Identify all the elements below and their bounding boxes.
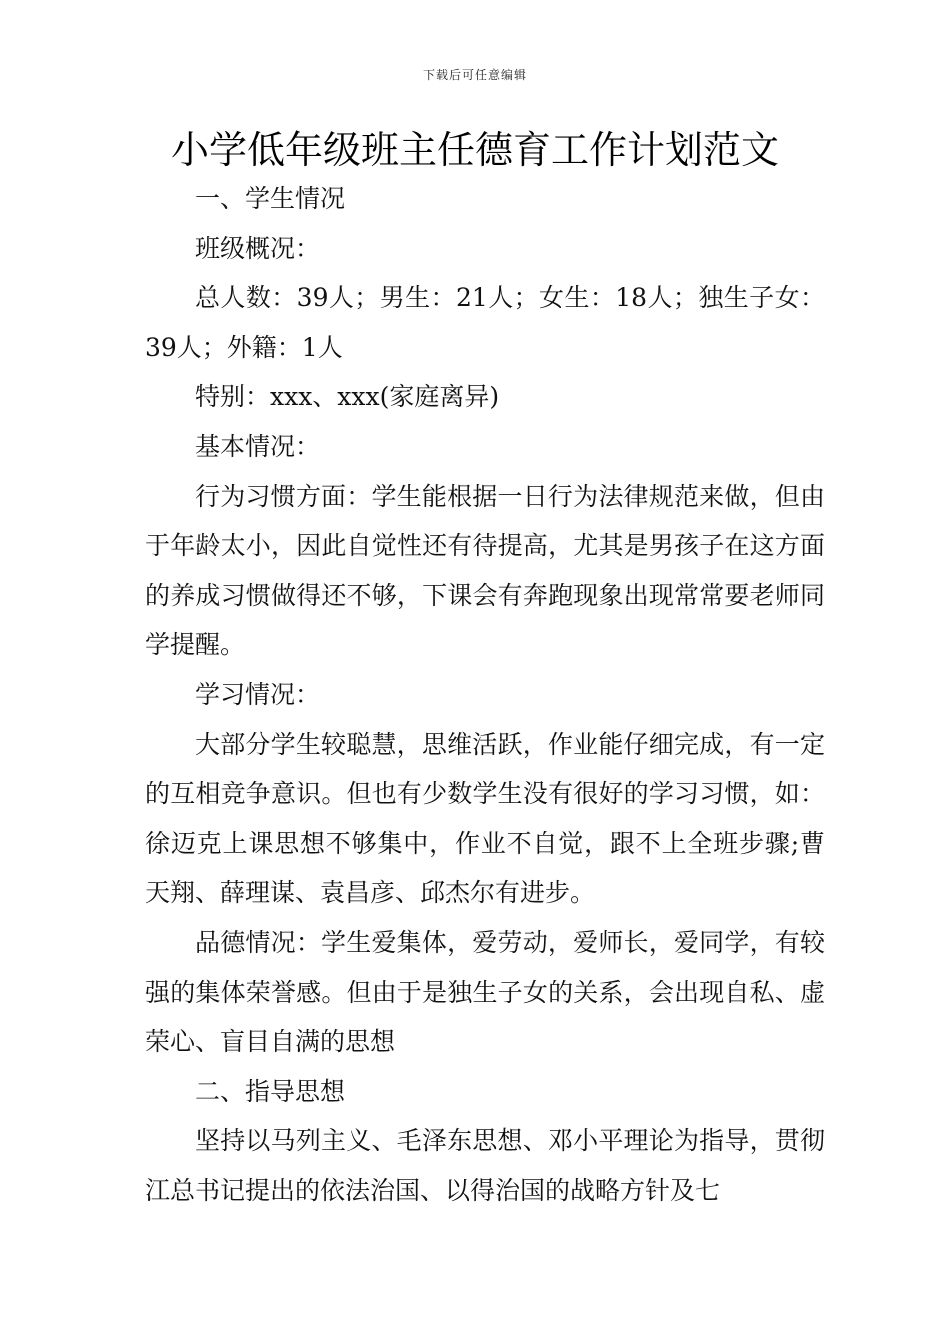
paragraph-behavior-habits: 行为习惯方面：学生能根据一日行为法律规范来做，但由于年龄太小，因此自觉性还有待提高，尤其是男孩子在这方面的养成习惯做得还不够，下课会有奔跑现象出现常常要老师同学提醒。 — [145, 481, 825, 660]
subheading-basic-situation: 基本情况： — [195, 431, 321, 461]
subheading-class-overview: 班级概况： — [195, 233, 321, 263]
header-note: 下载后可任意编辑 — [422, 68, 527, 82]
section-heading-student-situation: 一、学生情况 — [195, 184, 346, 213]
section-heading-guiding-ideology: 二、指导思想 — [195, 1076, 346, 1106]
subheading-learning-situation: 学习情况： — [195, 679, 321, 709]
paragraph-learning-details: 大部分学生较聪慧，思维活跃，作业能仔细完成，有一定的互相竞争意识。但也有少数学生没有很好的学习习惯，如：徐迈克上课思想不够集中，作业不自觉，跟不上全班步骤;曹天翔、薛理谋、袁昌彦、邱杰尔有进步。 — [145, 729, 825, 908]
document-body — [145, 174, 825, 1215]
paragraph-class-statistics: 总人数：39人；男生：21人；女生：18人；独生子女：39人；外籍：1人 — [145, 283, 825, 362]
paragraph-special-cases: 特别：xxx、xxx(家庭离异) — [195, 382, 500, 412]
document-title: 小学低年级班主任德育工作计划范文 — [170, 128, 779, 172]
paragraph-moral-situation: 品德情况：学生爱集体，爱劳动，爱师长，爱同学，有较强的集体荣誉感。但由于是独生子女的关系，会出现自私、虚荣心、盲目自满的思想 — [145, 927, 825, 1057]
paragraph-guiding-ideology: 坚持以马列主义、毛泽东思想、邓小平理论为指导，贯彻江总书记提出的依法治国、以得治国的战略方针及七 — [145, 1126, 825, 1205]
